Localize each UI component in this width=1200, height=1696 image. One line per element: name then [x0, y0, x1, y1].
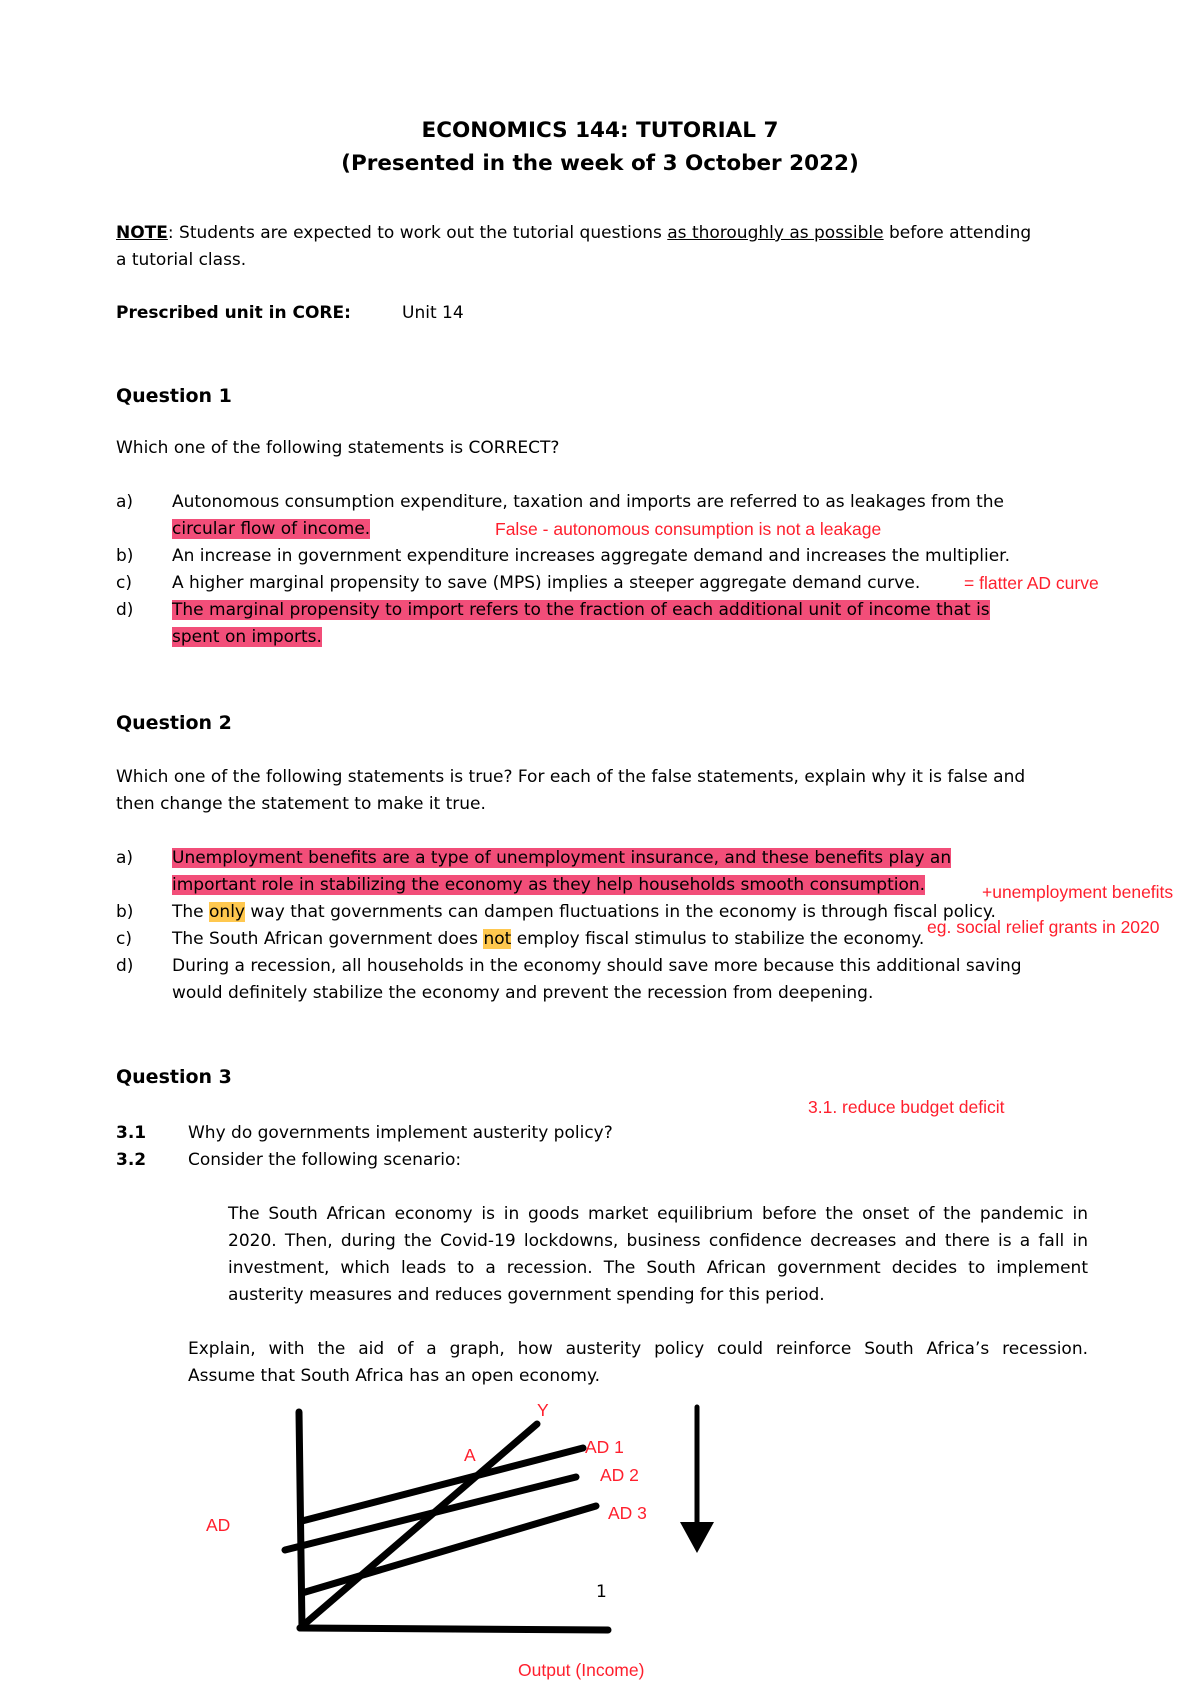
q2-d-letter: d): [116, 956, 134, 976]
graph-point-a-label: A: [464, 1445, 476, 1465]
q3-scenario-line-2: 2020. Then, during the Covid-19 lockdowns, business confidence decreases and there is a fall in: [228, 1231, 1088, 1251]
q2-b-post: way that governments can dampen fluctuations in the economy is through fiscal policy.: [245, 902, 996, 922]
q2-d-line2: would definitely stabilize the economy and prevent the recession from deepening.: [172, 983, 874, 1003]
q2-prompt-2: then change the statement to make it true.: [116, 794, 486, 814]
q3-heading: Question 3: [116, 1066, 232, 1088]
page-subtitle: (Presented in the week of 3 October 2022): [341, 151, 859, 176]
graph-45-degree-line: [300, 1424, 537, 1628]
q2-c-pre: The South African government does: [172, 929, 484, 949]
q1-prompt: Which one of the following statements is CORRECT?: [116, 438, 560, 458]
graph-y-line-label: Y: [537, 1400, 549, 1420]
q2-heading: Question 2: [116, 712, 232, 734]
q1-a-annotation: False - autonomous consumption is not a leakage: [495, 519, 882, 539]
q1-d-line2: spent on imports.: [172, 627, 322, 647]
graph-x-label: Output (Income): [518, 1660, 645, 1680]
q1-d-letter: d): [116, 600, 134, 620]
page-title: ECONOMICS 144: TUTORIAL 7: [421, 118, 779, 143]
q2-annotation-2: eg. social relief grants in 2020: [927, 917, 1160, 937]
note-label: NOTE: [116, 223, 168, 243]
q3-scenario-line-1: The South African economy is in goods market equilibrium before the onset of the pandemic in: [228, 1204, 1088, 1224]
graph-y-label: AD: [206, 1515, 231, 1535]
note-underlined: as thoroughly as possible: [667, 223, 884, 243]
q2-annotation-1: +unemployment benefits: [982, 882, 1174, 902]
q3-annotation: 3.1. reduce budget deficit: [808, 1097, 1005, 1117]
note-line-2: a tutorial class.: [116, 250, 247, 270]
q3-1-text: Why do governments implement austerity policy?: [188, 1123, 613, 1143]
q2-prompt-1: Which one of the following statements is true? For each of the false statements, explain why it is false and: [116, 767, 1026, 787]
q2-a-line2: important role in stabilizing the economy as they help households smooth consumption.: [172, 875, 926, 895]
q2-c-post: employ fiscal stimulus to stabilize the economy.: [511, 929, 925, 949]
q1-heading: Question 1: [116, 385, 232, 407]
prescribed-value: Unit 14: [402, 303, 464, 323]
q3-explain-1: Explain, with the aid of a graph, how austerity policy could reinforce South Africa’s recession.: [188, 1339, 1088, 1359]
q2-d-line1: During a recession, all households in the economy should save more because this additional saving: [172, 956, 1022, 976]
page-number: 1: [596, 1582, 607, 1602]
q2-a-line1: Unemployment benefits are a type of unemployment insurance, and these benefits play an: [172, 848, 952, 868]
graph-ad3-label: AD 3: [608, 1503, 647, 1523]
q1-c-letter: c): [116, 573, 132, 593]
graph-ad2-label: AD 2: [600, 1465, 639, 1485]
q3-explain-2: Assume that South Africa has an open economy.: [188, 1366, 601, 1386]
graph-x-axis: [300, 1628, 608, 1630]
graph-ad1-label: AD 1: [585, 1437, 624, 1457]
q2-c-highlight: not: [483, 929, 512, 949]
q3-2-number: 3.2: [116, 1150, 147, 1170]
q3-2-text: Consider the following scenario:: [188, 1150, 462, 1170]
prescribed-label: Prescribed unit in CORE:: [116, 303, 351, 323]
q3-scenario-line-3: investment, which leads to a recession. The South African government decides to implement: [228, 1258, 1088, 1278]
q1-b-letter: b): [116, 546, 134, 566]
q1-b-line1: An increase in government expenditure increases aggregate demand and increases the multiplier.: [172, 546, 1010, 566]
note-text-after: before attending: [883, 223, 1032, 243]
q2-a-letter: a): [116, 848, 134, 868]
graph-ad3-line: [302, 1506, 596, 1593]
q1-a-line1: Autonomous consumption expenditure, taxation and imports are referred to as leakages from the: [172, 492, 1004, 512]
downward-arrow-head: [680, 1522, 714, 1553]
q3-1-number: 3.1: [116, 1123, 147, 1143]
q3-scenario-line-4: austerity measures and reduces government spending for this period.: [228, 1285, 825, 1305]
q2-b-pre: The: [172, 902, 210, 922]
q1-c-line1: A higher marginal propensity to save (MPS) implies a steeper aggregate demand curve.: [172, 573, 921, 593]
q2-b-highlight: only: [209, 902, 245, 922]
q2-b-letter: b): [116, 902, 134, 922]
q1-a-letter: a): [116, 492, 134, 512]
q2-c-letter: c): [116, 929, 132, 949]
q1-d-line1: The marginal propensity to import refers to the fraction of each additional unit of income that is: [172, 600, 990, 620]
q1-c-annotation: = flatter AD curve: [964, 573, 1099, 593]
q1-a-line2: circular flow of income.: [172, 519, 371, 539]
note-text-before: : Students are expected to work out the tutorial questions: [167, 223, 668, 243]
